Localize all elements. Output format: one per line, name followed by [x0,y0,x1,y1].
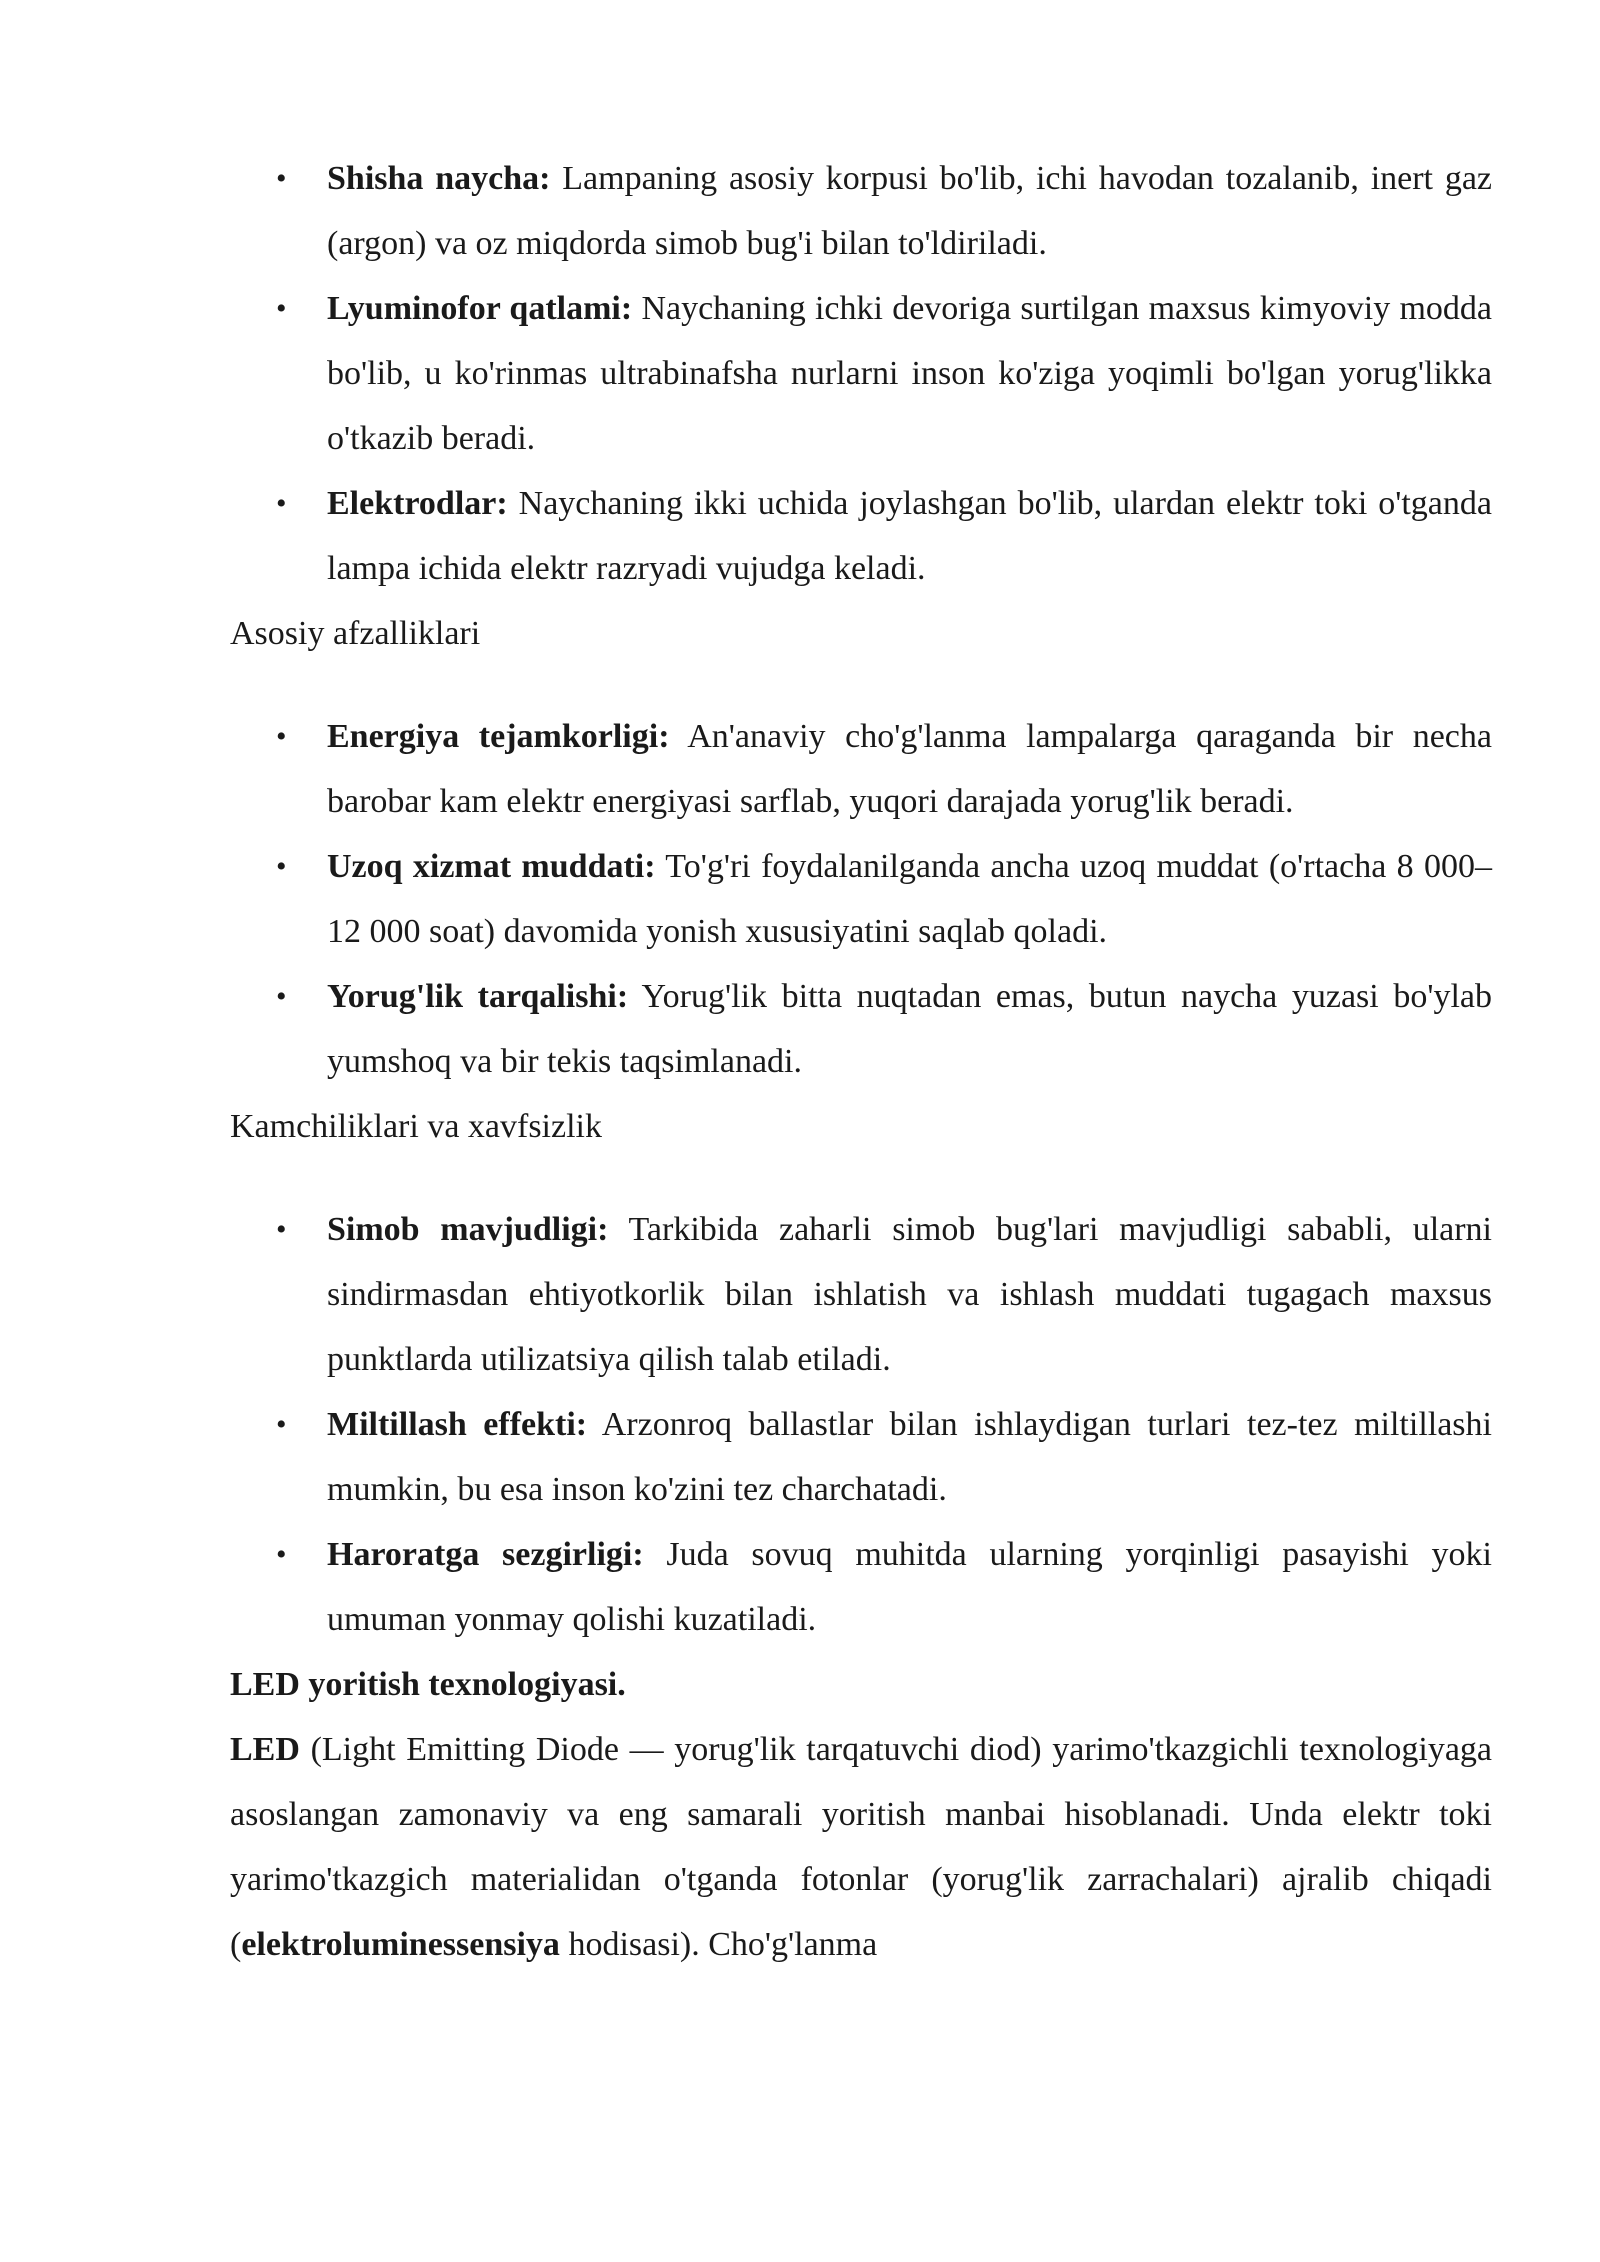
list-item [230,834,1492,964]
item-term: Energiya tejamkorligi: [327,718,670,755]
bullet-icon: • [276,1213,287,1246]
item-term: Yorug'lik tarqalishi: [327,978,629,1015]
bullet-icon: • [276,1538,287,1571]
item-term: Elektrodlar: [327,485,508,522]
section-heading-advantages: Asosiy afzalliklari [230,615,481,652]
item-text: Lampaning asosiy korpusi bo'lib, ichi havodan tozalanib, inert gaz (argon) va oz miqdorda simob bug'i bilan to'ldiriladi. [327,160,1493,262]
disadvantages-list [230,1197,1492,1652]
item-term: Lyuminofor qatlami: [327,290,633,327]
list-item [230,964,1492,1094]
bullet-icon: • [276,720,287,753]
item-text: Naychaning ikki uchida joylashgan bo'lib, ulardan elektr toki o'tganda lampa ichida elektr razryadi vujudga keladi. [327,485,1492,587]
led-paragraph [230,1717,1492,1977]
bullet-icon: • [276,487,287,520]
led-heading: LED yoritish texnologiyasi. [230,1666,626,1703]
led-text-part1: (Light Emitting Diode — yorug'lik tarqatuvchi diod) yarimo'tkazgichli texnologiyaga asoslangan zamonaviy va eng samarali yoritish manbai hisoblanadi. Unda elektr toki yarimo'tkazgich materialidan o'tganda fotonlar (yorug'lik zarrachalari) ajralib chiqadi ( [230,1731,1492,1963]
advantages-list [230,704,1492,1094]
item-term: Simob mavjudligi: [327,1211,609,1248]
led-bold-term: elektroluminessensiya [241,1926,560,1963]
item-text: To'g'ri foydalanilganda ancha uzoq muddat (o'rtacha 8 000–12 000 soat) davomida yonish xususiyatini saqlab qoladi. [327,848,1492,950]
item-text: Naychaning ichki devoriga surtilgan maxsus kimyoviy modda bo'lib, u ko'rinmas ultrabinafsha nurlarni inson ko'ziga yoqimli bo'lgan yorug'likka o'tkazib beradi. [327,290,1492,457]
item-text: Juda sovuq muhitda ularning yorqinligi pasayishi yoki umuman yonmay qolishi kuzatiladi. [327,1536,1492,1638]
components-list [230,146,1492,601]
bullet-icon: • [276,850,287,883]
led-text-part2: hodisasi). Cho'g'lanma [559,1926,878,1963]
item-text: An'anaviy cho'g'lanma lampalarga qaraganda bir necha barobar kam elektr energiyasi sarflab, yuqori darajada yorug'lik beradi. [327,718,1492,820]
list-item [230,704,1492,834]
bullet-icon: • [276,162,287,195]
list-item [230,1522,1492,1652]
item-term: Uzoq xizmat muddati: [327,848,656,885]
list-item [230,276,1492,471]
item-term: Haroratga sezgirligi: [327,1536,644,1573]
bullet-icon: • [276,1408,287,1441]
list-item [230,471,1492,601]
item-text: Tarkibida zaharli simob bug'lari mavjudligi sababli, ularni sindirmasdan ehtiyotkorlik bilan ishlatish va ishlash muddati tugagach maxsus punktlarda utilizatsiya qilish talab etiladi. [327,1211,1492,1378]
list-item [230,146,1492,276]
item-text: Yorug'lik bitta nuqtadan emas, butun naycha yuzasi bo'ylab yumshoq va bir tekis taqsimlanadi. [327,978,1493,1080]
document-page [230,146,1492,1977]
item-term: Miltillash effekti: [327,1406,588,1443]
list-item [230,1392,1492,1522]
item-term: Shisha naycha: [327,160,551,197]
led-term: LED [230,1731,300,1768]
list-item [230,1197,1492,1392]
section-heading-disadvantages: Kamchiliklari va xavfsizlik [230,1108,602,1145]
bullet-icon: • [276,292,287,325]
item-text: Arzonroq ballastlar bilan ishlaydigan turlari tez-tez miltillashi mumkin, bu esa inson ko'zini tez charchatadi. [327,1406,1492,1508]
bullet-icon: • [276,980,287,1013]
